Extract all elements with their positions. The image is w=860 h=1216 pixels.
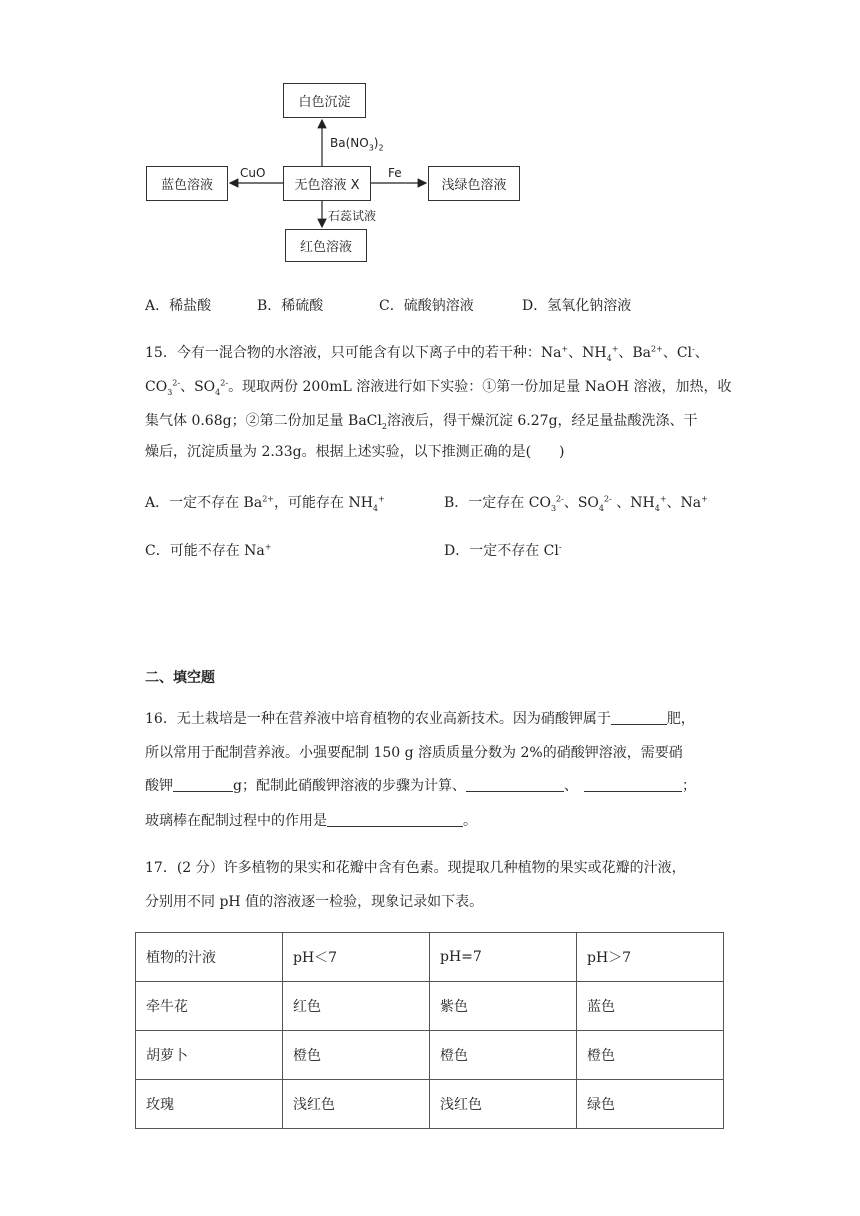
table-cell: 浅红色 <box>430 1080 577 1129</box>
q16-blank-1[interactable] <box>611 710 667 725</box>
q15-line-3: 集气体 0.68g；②第二份加足量 BaCl$_2$溶液后，得干燥沉淀 6.27g，经足量盐酸洗涤、干 <box>145 413 698 431</box>
box-colorless-solution-x: 无色溶液 X <box>283 166 371 201</box>
table-cell: 橙色 <box>577 1031 724 1080</box>
q14-option-a: A．稀盐酸 <box>145 298 212 314</box>
q16-blank-5[interactable] <box>327 812 463 827</box>
q16-blank-4[interactable] <box>584 777 682 792</box>
table-header-cell: pH＜7 <box>283 933 430 982</box>
q16-line-1: 16．无土栽培是一种在营养液中培育植物的农业高新技术。因为硝酸钾属于 肥， <box>145 711 695 727</box>
box-white-precipitate: 白色沉淀 <box>283 83 366 118</box>
q15-line-1: 15．今有一混合物的水溶液，只可能含有以下离子中的若干种：Na+、$NH_4^+$、$Ba^{2+}$、Cl-、 <box>145 344 709 363</box>
box-light-green-solution: 浅绿色溶液 <box>428 166 520 201</box>
q14-option-d: D．氢氧化钠溶液 <box>522 298 632 314</box>
section-title: 二、填空题 <box>145 670 215 686</box>
table-cell: 玫瑰 <box>136 1080 283 1129</box>
q16-blank-3[interactable] <box>466 777 564 792</box>
box-red-solution: 红色溶液 <box>285 229 367 262</box>
indicator-table <box>135 932 724 1129</box>
table-header-cell: pH=7 <box>430 933 577 982</box>
table-header-cell: pH＞7 <box>577 933 724 982</box>
q17-line-2: 分别用不同 pH 值的溶液逐一检验，现象记录如下表。 <box>145 894 484 910</box>
table-cell: 橙色 <box>283 1031 430 1080</box>
q16-line-4: 玻璃棒在配制过程中的作用是 。 <box>145 813 477 829</box>
table-header-cell: 植物的汁液 <box>136 933 283 982</box>
label-cuo: CuO <box>240 166 266 180</box>
table-cell: 浅红色 <box>283 1080 430 1129</box>
q16-line-2: 所以常用于配制营养液。小强要配制 150 g 溶质质量分数为 2%的硝酸钾溶液，需要硝 <box>145 745 683 761</box>
q14-option-b: B．稀硫酸 <box>257 298 324 314</box>
table-cell: 绿色 <box>577 1080 724 1129</box>
q16-blank-2[interactable] <box>173 777 233 792</box>
label-fe: Fe <box>388 166 402 180</box>
label-ba-no3-2: $Ba(NO_3)_2$ <box>330 136 384 153</box>
q15-line-4: 燥后，沉淀质量为 2.33g。根据上述实验，以下推测正确的是( ) <box>145 444 565 460</box>
diagram-arrows <box>0 0 860 300</box>
table-row <box>136 1031 724 1080</box>
table-cell: 紫色 <box>430 982 577 1031</box>
table-row <box>136 1080 724 1129</box>
q15-option-a: A．一定不存在 $Ba^{2+}$，可能存在 $NH_4^+$ <box>145 494 385 513</box>
q15-option-c: C．可能不存在 Na+ <box>145 542 272 559</box>
box-blue-solution: 蓝色溶液 <box>146 166 228 201</box>
q17-line-1: 17．(2 分）许多植物的果实和花瓣中含有色素。现提取几种植物的果实或花瓣的汁液， <box>145 860 686 876</box>
q15-option-b: B．一定存在 $CO_3^{2-}$、$SO_4^{2-}$ 、$NH_4^+$、Na+ <box>444 494 708 513</box>
q14-option-c: C．硫酸钠溶液 <box>379 298 474 314</box>
table-header-row <box>136 933 724 982</box>
table-cell: 胡萝卜 <box>136 1031 283 1080</box>
table-row <box>136 982 724 1031</box>
table-cell: 红色 <box>283 982 430 1031</box>
table-cell: 蓝色 <box>577 982 724 1031</box>
q16-line-3: 酸钾 g；配制此硝酸钾溶液的步骤为计算、 、 ； <box>145 778 696 794</box>
q15-line-2: $CO_3^{2-}$、$SO_4^{2-}$。现取两份 200mL 溶液进行如下实验：①第一份加足量 NaOH 溶液，加热，收 <box>145 378 732 397</box>
table-cell: 橙色 <box>430 1031 577 1080</box>
q15-option-d: D．一定不存在 Cl- <box>444 542 562 559</box>
table-cell: 牵牛花 <box>136 982 283 1031</box>
label-litmus: 石蕊试液 <box>328 209 377 223</box>
